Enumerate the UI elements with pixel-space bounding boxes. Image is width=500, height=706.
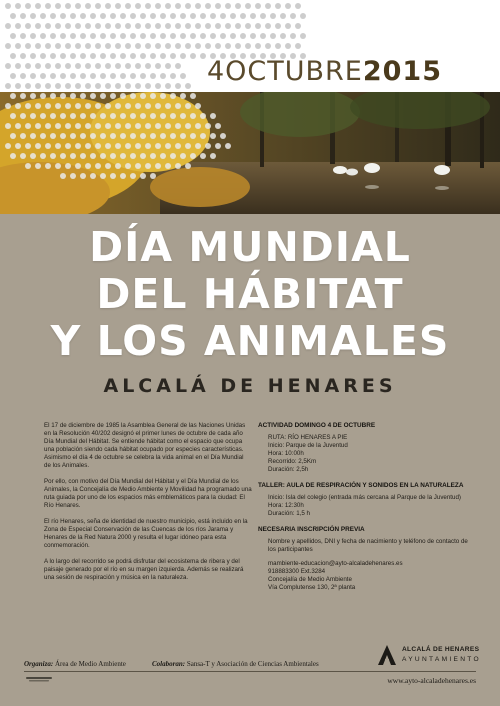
activity-line: Hora: 10:00h bbox=[268, 450, 304, 457]
logo-name: ALCALÁ DE HENARES bbox=[402, 646, 480, 653]
collaborators-label: Colaboran: bbox=[152, 660, 186, 668]
description-paragraph: El río Henares, seña de identidad de nuestro municipio, está incluido en la Zona de Especial Conservación de las Cuencas de los ríos Jarama y Henares de la Red Natura 2000 y resulta el lugar idóneo para esta conmemoración. bbox=[44, 518, 248, 549]
collaborators-credit bbox=[152, 660, 319, 668]
activity-line: Recorrido: 2,5Km bbox=[268, 458, 317, 465]
collaborators-value: Sansa-T y Asociación de Ciencias Ambientales bbox=[186, 660, 319, 668]
logo-subtitle: AYUNTAMIENTO bbox=[402, 656, 481, 663]
title-line-1: DÍA MUNDIAL bbox=[89, 223, 411, 271]
sponsor-logo-icon bbox=[26, 676, 52, 683]
dotted-map-graphic bbox=[0, 0, 310, 230]
organizer-credit bbox=[24, 660, 126, 668]
activity-heading: ACTIVIDAD DOMINGO 4 DE OCTUBRE bbox=[258, 422, 376, 429]
organizer-value: Área de Medio Ambiente bbox=[54, 660, 126, 668]
registration-line: Concejalía de Medio Ambiente bbox=[268, 576, 352, 583]
website-link[interactable]: www.ayto-alcaladehenares.es bbox=[387, 676, 476, 685]
footer-divider bbox=[24, 671, 476, 672]
workshop-line: Hora: 12:30h bbox=[268, 502, 304, 509]
activity-line: RUTA: RÍO HENARES A PIE bbox=[268, 434, 348, 441]
description-paragraph: El 17 de diciembre de 1985 la Asamblea General de las Naciones Unidas en la Resolución 40/202 designó el primer lunes de octubre de cada año Día Mundial del Hábitat. Se entiende hábitat como el espacio que ocupa una población siendo cada hábitat ocupado por especies características. Asimismo el día 4 de octubre se celebra la vida animal en el Día Mundial de los Animales. bbox=[44, 422, 246, 469]
city-council-logo bbox=[376, 644, 481, 668]
registration-details bbox=[268, 538, 468, 592]
workshop-heading: TALLER: AULA DE RESPIRACIÓN Y SONIDOS EN LA NATURALEZA bbox=[258, 482, 464, 489]
date-month: 4OCTUBRE bbox=[206, 56, 363, 87]
details-column bbox=[258, 422, 468, 600]
activity-line: Inicio: Parque de la Juventud bbox=[268, 442, 348, 449]
registration-email-link[interactable]: mambiente-educacion@ayto-alcaladehenares.es bbox=[268, 560, 403, 567]
tower-icon bbox=[376, 644, 398, 666]
registration-line: Nombre y apellidos, DNI y fecha de nacimiento y teléfono de contacto de los participantes bbox=[268, 538, 468, 553]
title-line-2: DEL HÁBITAT bbox=[96, 270, 404, 318]
workshop-line: Inicio: Isla del colegio (entrada más cercana al Parque de la Juventud) bbox=[268, 494, 461, 501]
date-year: 2015 bbox=[362, 56, 442, 87]
activity-details bbox=[268, 434, 468, 474]
description-paragraph: Por ello, con motivo del Día Mundial del Hábitat y el Día Mundial de los Animales, la Concejalía de Medio Ambiente y Movilidad ha programado una ruta guiada por uno de los espacios más emblemáticos para la ciudad: El Río Henares. bbox=[44, 478, 252, 509]
workshop-details bbox=[268, 494, 468, 518]
organizer-label: Organiza: bbox=[24, 660, 54, 668]
description-paragraph: A lo largo del recorrido se podrá disfrutar del ecosistema de ribera y del paisaje generado por el río en su margen izquierda. Además se realizará una sesión de respiración y música en la naturaleza. bbox=[44, 558, 244, 581]
workshop-line: Duración: 1,5 h bbox=[268, 510, 310, 517]
description-column bbox=[44, 422, 252, 590]
event-date bbox=[207, 56, 442, 87]
poster-subtitle: ALCALÁ DE HENARES bbox=[103, 375, 397, 397]
title-line-3: Y LOS ANIMALES bbox=[50, 317, 450, 365]
registration-line: Vía Complutense 130, 2ª planta bbox=[268, 584, 356, 591]
registration-phone: 918883300 Ext.3284 bbox=[268, 568, 326, 575]
activity-line: Duración: 2,5h bbox=[268, 466, 309, 473]
poster-title bbox=[0, 224, 500, 365]
registration-heading: NECESARIA INSCRIPCIÓN PREVIA bbox=[258, 526, 365, 533]
